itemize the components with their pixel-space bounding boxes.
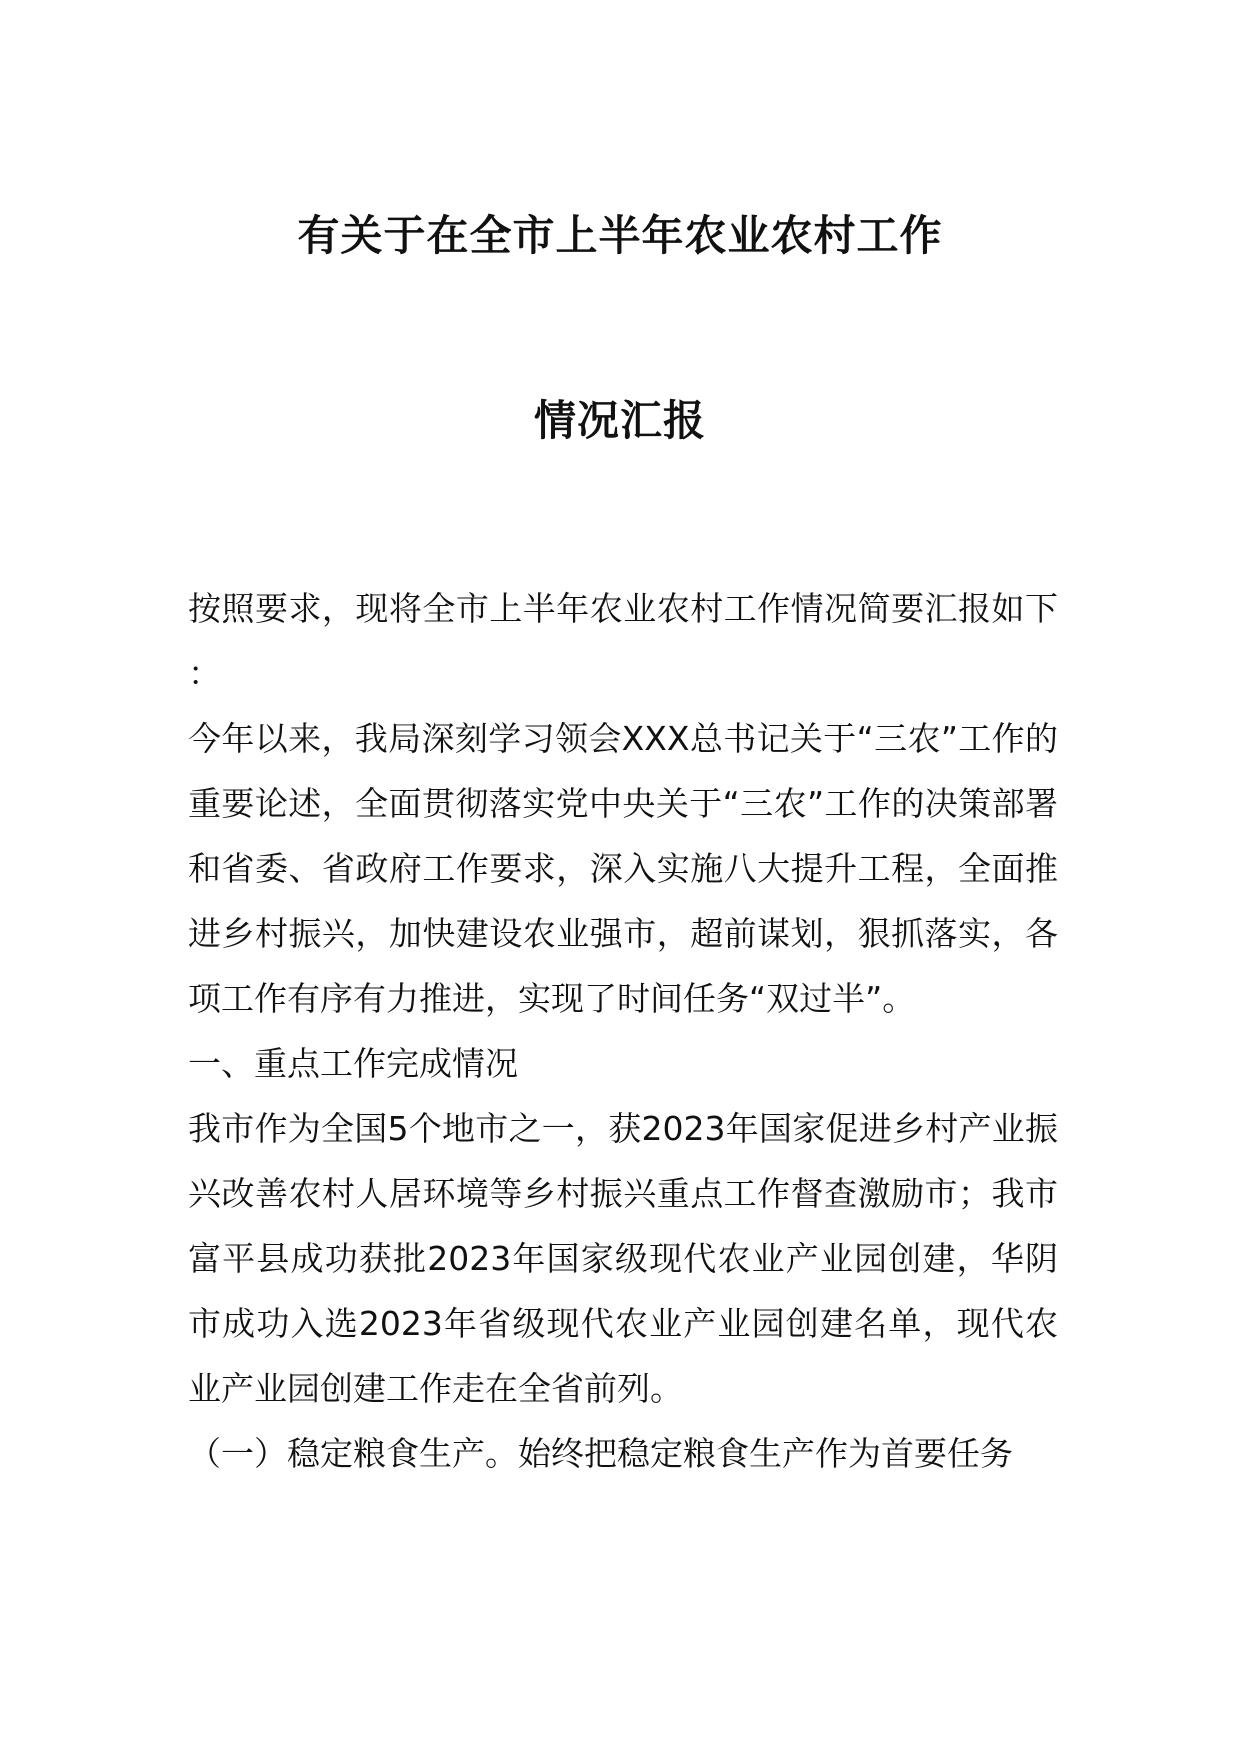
achievements-paragraph: 我市作为全国5个地市之一，获2023年国家促进乡村产业振兴改善农村人居环境等乡村振兴重点工作督查激励市；我市富平县成功获批2023年国家级现代农业产业园创建，华阴市成功入选2023年省级现代农业产业园创建名单，现代农业产业园创建工作走在全省前列。 xyxy=(188,1109,1058,1408)
document-title-line-1: 有关于在全市上半年农业农村工作 xyxy=(297,211,943,260)
section-heading: 一、重点工作完成情况 xyxy=(188,1044,518,1083)
document-body xyxy=(188,576,1058,1486)
subsection-paragraph: （一）稳定粮食生产。始终把稳定粮食生产作为首要任务 xyxy=(188,1434,1013,1473)
document-title-line-2: 情况汇报 xyxy=(533,396,706,445)
intro-paragraph: 按照要求，现将全市上半年农业农村工作情况简要汇报如下： xyxy=(188,589,1058,693)
overview-paragraph: 今年以来，我局深刻学习领会XXX总书记关于“三农”工作的重要论述，全面贯彻落实党中央关于“三农”工作的决策部署和省委、省政府工作要求，深入实施八大提升工程，全面推进乡村振兴，加快建设农业强市，超前谋划，狠抓落实，各项工作有序有力推进，实现了时间任务“双过半”。 xyxy=(188,719,1058,1018)
